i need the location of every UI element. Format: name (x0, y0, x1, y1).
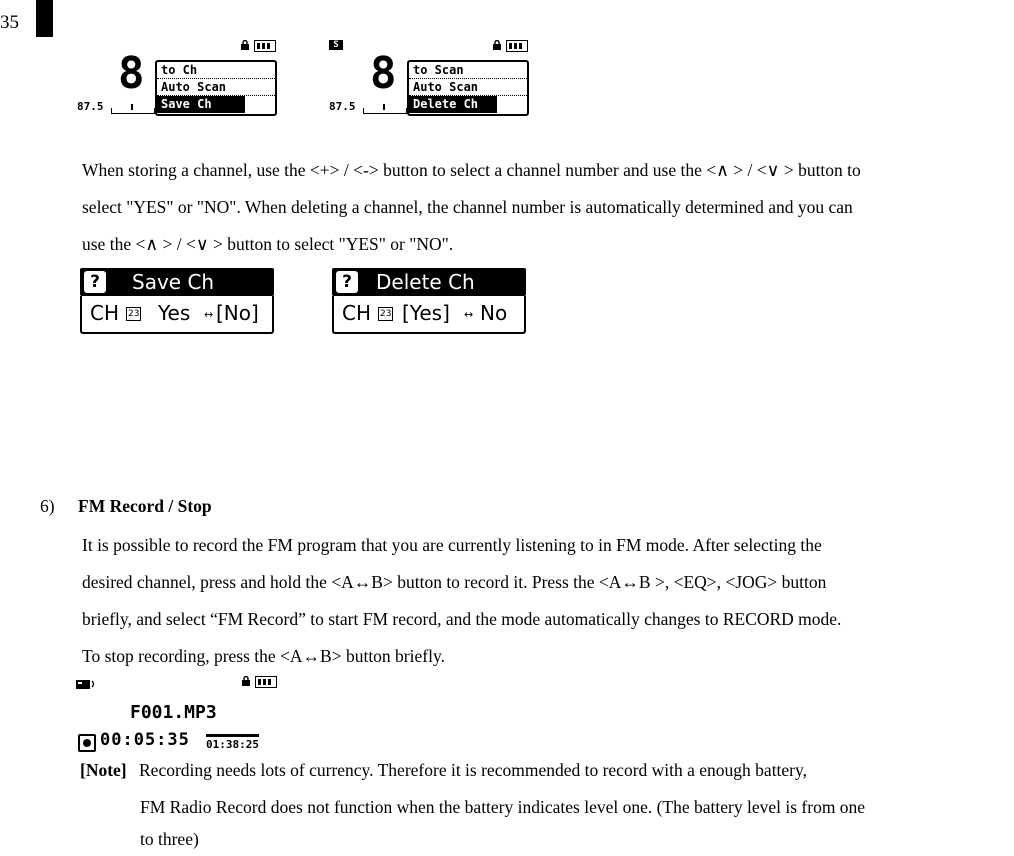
channel-digit: 8 (370, 48, 395, 99)
question-icon: ? (336, 271, 358, 293)
ch-label: CH (90, 301, 120, 325)
toggle-arrow-icon: ↔ (464, 308, 474, 321)
battery-icon (254, 40, 276, 52)
lcd-menu (407, 60, 529, 116)
save-ch-dialog (80, 266, 276, 340)
frequency-label: 87.5 (77, 100, 104, 113)
question-icon: ? (84, 271, 106, 293)
lock-icon (492, 40, 502, 50)
radio-icon (76, 678, 98, 690)
lcd-recording-screen (76, 674, 280, 754)
battery-icon (506, 40, 528, 52)
dialog-title: Delete Ch (376, 270, 475, 294)
dialog-header (332, 268, 526, 296)
tuning-indicator (131, 104, 133, 110)
paragraph-line: briefly, and select “FM Record” to start FM record, and the mode automatically changes to RECORD mode. (82, 609, 842, 629)
channel-number: 23 (380, 309, 392, 319)
page-tab-marker (36, 0, 53, 37)
menu-item-save-ch: Save Ch (157, 96, 245, 113)
paragraph-line: When storing a channel, use the <+> / <-> button to select a channel number and use the <∧ > / <∨ > button to (82, 160, 861, 180)
toggle-arrow-icon: ↔ (204, 308, 214, 321)
yes-option: [Yes] (402, 301, 450, 325)
note-line-1: Recording needs lots of currency. Therefore it is recommended to record with a enough battery, (139, 760, 807, 780)
note-label: [Note] (80, 760, 127, 780)
battery-icon (255, 676, 277, 688)
channel-digit: 8 (118, 48, 143, 99)
note-line-3: to three) (140, 829, 199, 849)
menu-item-to-ch: to Ch (157, 62, 275, 79)
channel-instructions (82, 152, 1014, 263)
page-number: 35 (0, 12, 19, 33)
no-option: No (480, 301, 508, 325)
elapsed-time: 00:05:35 (100, 730, 190, 750)
section-title: FM Record / Stop (78, 496, 212, 516)
menu-item-auto-scan: Auto Scan (157, 79, 275, 96)
dialog-title: Save Ch (132, 270, 215, 294)
paragraph-line: use the <∧ > / <∨ > button to select "YES" or "NO". (82, 234, 454, 254)
lcd-screen-save (77, 38, 277, 118)
lcd-screen-delete (329, 38, 529, 118)
note-line-2: FM Radio Record does not function when the battery indicates level one. (The battery level is from one (140, 797, 866, 817)
fm-record-instructions (82, 527, 1014, 675)
lock-icon (241, 676, 251, 686)
menu-item-to-scan: to Scan (409, 62, 527, 79)
scan-mode-icon: S (329, 40, 343, 50)
no-option: [No] (216, 301, 259, 325)
total-time: 01:38:25 (206, 734, 259, 751)
frequency-label: 87.5 (329, 100, 356, 113)
dialog-body (332, 296, 526, 334)
paragraph-line: desired channel, press and hold the <A↔B> button to record it. Press the <A↔B >, <EQ>, <JOG> button (82, 572, 827, 592)
paragraph-line: To stop recording, press the <A↔B> button briefly. (82, 646, 445, 666)
channel-number: 23 (128, 309, 140, 319)
paragraph-line: It is possible to record the FM program that you are currently listening to in FM mode. After selecting the (82, 535, 822, 555)
lock-icon (240, 40, 250, 50)
tuning-bar (363, 108, 407, 114)
section-number: 6) (40, 496, 55, 516)
record-icon (78, 734, 96, 752)
dialog-body (80, 296, 274, 334)
ch-label: CH (342, 301, 372, 325)
recording-filename: F001.MP3 (130, 702, 217, 723)
tuning-indicator (383, 104, 385, 110)
lcd-menu (155, 60, 277, 116)
menu-item-auto-scan: Auto Scan (409, 79, 527, 96)
paragraph-line: select "YES" or "NO". When deleting a channel, the channel number is automatically determined and you can (82, 197, 853, 217)
tuning-bar (111, 108, 155, 114)
dialog-header (80, 268, 274, 296)
delete-ch-dialog (332, 266, 528, 340)
menu-item-delete-ch: Delete Ch (409, 96, 497, 113)
yes-option: Yes (158, 301, 191, 325)
